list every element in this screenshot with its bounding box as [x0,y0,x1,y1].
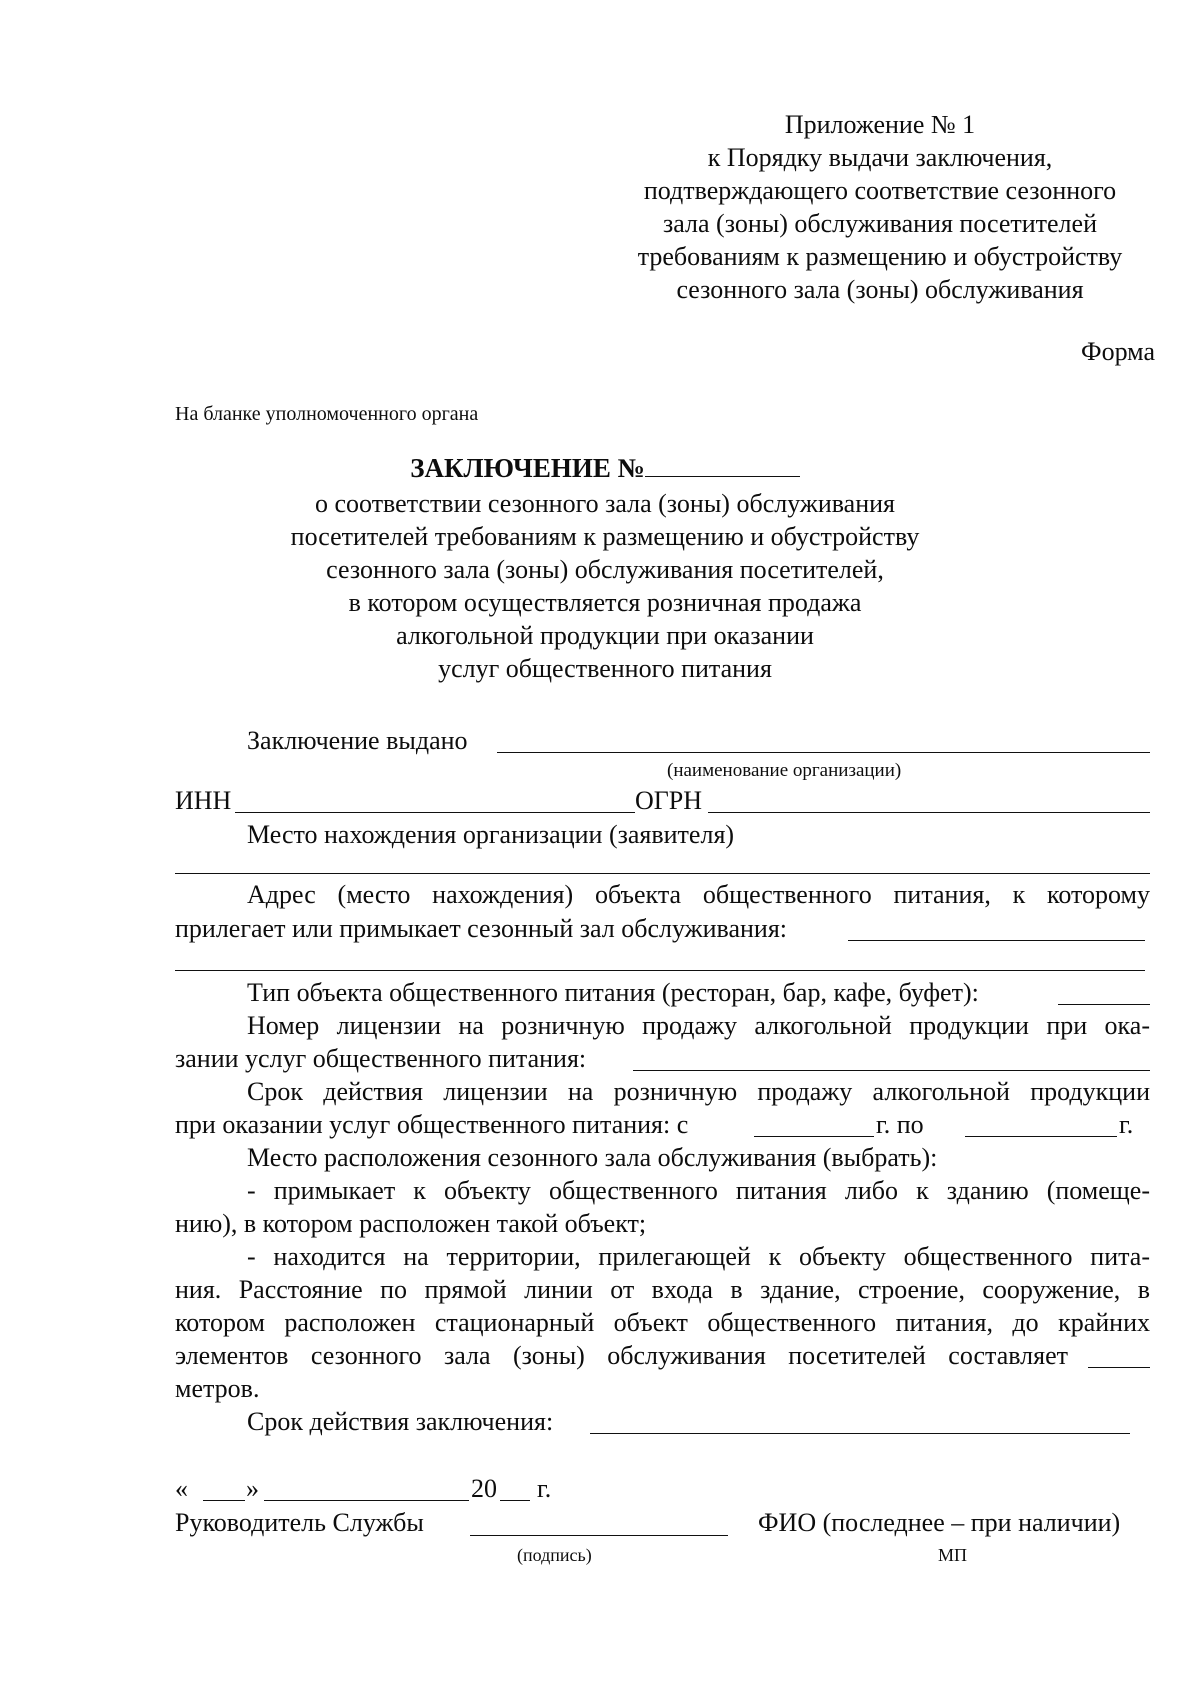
org-name-caption: (наименование организации) [667,760,902,781]
date-year-suffix: г. [537,1474,552,1503]
date-month-line[interactable] [264,1500,469,1501]
conclusion-validity-label: Срок действия заключения: [247,1407,554,1436]
address-line-1: Адрес (место нахождения) объекта общественного питания, к которому [247,880,1150,909]
placement-label: Место расположения сезонного зала обслуживания (выбрать): [247,1143,938,1172]
address-line-2: прилегает или примыкает сезонный зал обслуживания: [175,914,788,943]
validity-g-po: г. по [876,1110,924,1139]
option2-line-4: элементов сезонного зала (зоны) обслуживания посетителей составляет [175,1341,1068,1370]
option2-line-1: - находится на территории, прилегающей к объекту общественного пита- [247,1242,1150,1271]
date-close-quote: » [246,1474,259,1503]
validity-line-2: при оказании услуг общественного питания: с [175,1110,689,1139]
signature-caption: (подпись) [517,1545,592,1565]
license-line-2: зании услуг общественного питания: [175,1044,587,1073]
conclusion-number-line[interactable] [645,454,800,477]
type-line[interactable] [1058,1004,1150,1005]
validity-from-line[interactable] [754,1136,874,1137]
title-line: о соответствии сезонного зала (зоны) обслуживания [315,489,895,518]
appendix-line: требованиям к размещению и обустройству [637,242,1123,271]
validity-g: г. [1119,1110,1134,1139]
inn-line[interactable] [235,812,635,813]
validity-to-line[interactable] [965,1136,1117,1137]
validity-line-1: Срок действия лицензии на розничную продажу алкогольной продукции [247,1077,1150,1106]
head-label: Руководитель Службы [175,1508,424,1537]
location-line[interactable] [175,873,1150,874]
title-line: в котором осуществляется розничная продажа [348,588,862,617]
type-label: Тип объекта общественного питания (ресторан, бар, кафе, буфет): [247,978,979,1007]
appendix-line: Приложение № 1 [784,110,976,139]
date-year-line[interactable] [500,1500,530,1501]
option1-line-1: - примыкает к объекту общественного питания либо к зданию (помеще- [247,1176,1150,1205]
date-day-line[interactable] [203,1500,245,1501]
stamp-place-label: МП [938,1545,968,1565]
signature-line[interactable] [470,1535,728,1536]
option2-line-5: метров. [175,1374,260,1403]
location-label: Место нахождения организации (заявителя) [247,820,735,849]
appendix-line: к Порядку выдачи заключения, [707,143,1053,172]
appendix-header [600,108,1160,306]
date-year-prefix: 20 [471,1474,497,1503]
title-main: ЗАКЛЮЧЕНИЕ № [410,452,800,485]
form-label: Форма [1081,337,1155,366]
address-line-blank-2[interactable] [175,970,1145,971]
title-line: алкогольной продукции при оказании [396,621,814,650]
inn-label: ИНН [175,786,232,815]
distance-line[interactable] [1088,1367,1150,1368]
document-title [220,452,990,685]
issued-to-line[interactable] [497,752,1150,753]
title-line: услуг общественного питания [438,654,772,683]
ogrn-label: ОГРН [635,786,703,815]
option2-line-2: ния. Расстояние по прямой линии от входа в здание, строение, сооружение, в [175,1275,1150,1304]
ogrn-line[interactable] [708,812,1150,813]
title-line: сезонного зала (зоны) обслуживания посетителей, [326,555,884,584]
option1-line-2: нию), в котором расположен такой объект; [175,1209,647,1238]
license-line-blank[interactable] [633,1070,1150,1071]
conclusion-validity-line[interactable] [590,1433,1130,1434]
address-line-blank[interactable] [848,940,1145,941]
date-open-quote: « [175,1474,188,1503]
fio-label: ФИО (последнее – при наличии) [758,1508,1121,1537]
issued-to-label: Заключение выдано [247,726,468,755]
appendix-line: зала (зоны) обслуживания посетителей [663,209,1097,238]
title-line: посетителей требованиям к размещению и обустройству [290,522,920,551]
appendix-line: сезонного зала (зоны) обслуживания [676,275,1084,304]
license-line-1: Номер лицензии на розничную продажу алкогольной продукции при ока- [247,1011,1150,1040]
blank-note: На бланке уполномоченного органа [175,403,479,425]
appendix-line: подтверждающего соответствие сезонного [643,176,1117,205]
option2-line-3: котором расположен стационарный объект общественного питания, до крайних [175,1308,1150,1337]
